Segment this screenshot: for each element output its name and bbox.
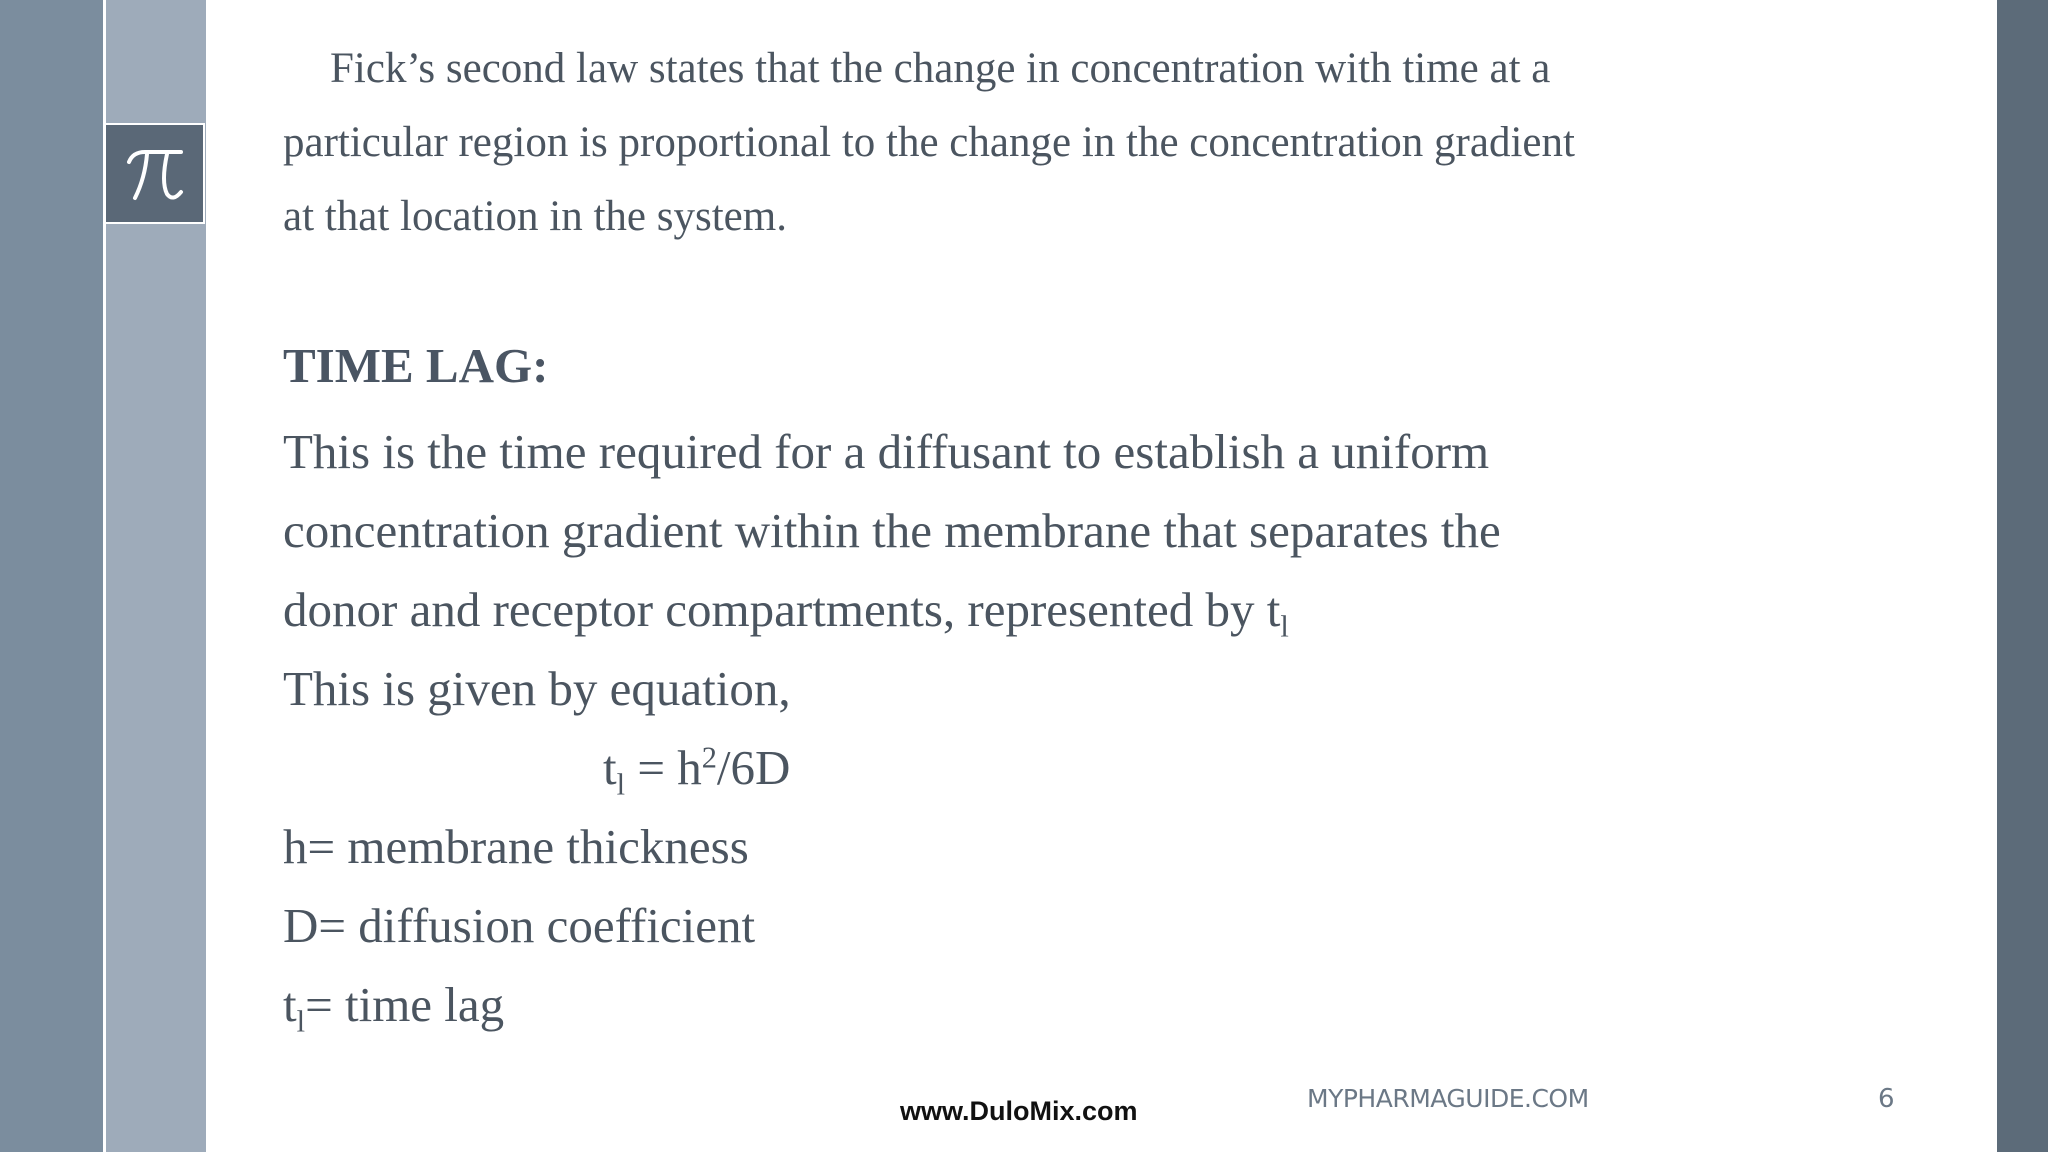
equation-exponent: 2 — [701, 740, 717, 775]
equation-intro: This is given by equation, — [283, 661, 791, 716]
page-number: 6 — [1878, 1084, 1895, 1114]
pi-icon — [104, 123, 205, 224]
definition-block — [283, 412, 1683, 1044]
subscript-l: l — [1280, 609, 1289, 644]
equation — [283, 728, 1683, 807]
legend-item: h= membrane thickness — [283, 819, 749, 874]
intro-block — [283, 0, 1583, 254]
footer-watermark: www.DuloMix.com — [900, 1096, 1138, 1126]
legend-last-text: = time lag — [305, 977, 505, 1032]
right-band — [1997, 0, 2048, 1152]
definition-line-2: concentration gradient within the membrane that separates the — [283, 503, 1501, 558]
equation-rhs: /6D — [716, 740, 791, 795]
equation-lhs-sub: l — [616, 767, 626, 802]
definition-line-1: This is the time required for a diffusant to establish a uniform — [283, 424, 1490, 479]
legend-last-sub: l — [296, 1004, 306, 1039]
legend-item-time-lag — [283, 965, 1683, 1044]
definition-line-3 — [283, 570, 1683, 649]
pi-icon-glyph — [119, 138, 191, 210]
equation-lhs: t — [603, 740, 617, 795]
legend-item: D= diffusion coefficient — [283, 898, 756, 953]
intro-paragraph: Fick’s second law states that the change in concentration with time at a particular region is proportional to the change in the concentration gradient at that location in the system. — [283, 45, 1575, 240]
legend-last-base: t — [283, 977, 297, 1032]
left-outer-band — [0, 0, 103, 1152]
section-heading: TIME LAG: — [283, 338, 549, 393]
footer-brand: MYPHARMAGUIDE.COM — [1307, 1084, 1589, 1113]
equation-middle: = h — [625, 740, 702, 795]
definition-line-3-text: donor and receptor compartments, represented by t — [283, 582, 1281, 637]
